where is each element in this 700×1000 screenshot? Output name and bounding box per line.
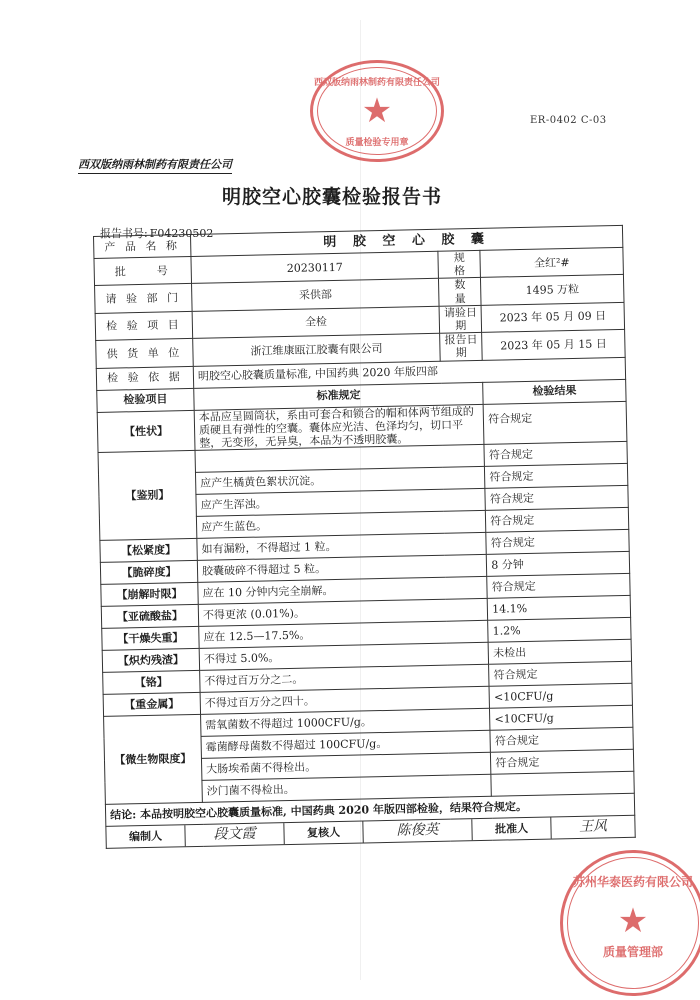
spec-label: 规 格: [438, 250, 481, 278]
product-name-label: 产 品 名 称: [94, 234, 191, 258]
test-result: 1.2%: [488, 617, 631, 642]
basis-value: 明胶空心胶囊质量标准, 中国药典 2020 年版四部: [193, 357, 625, 388]
request-date-value: 2023 年 05 月 09 日: [481, 302, 624, 332]
product-name-value: 明 胶 空 心 胶 囊: [190, 225, 622, 256]
test-result: 符合规定: [491, 749, 634, 774]
approver-signature: 王风: [578, 818, 608, 836]
approver-label: 批准人: [472, 818, 551, 841]
dept-value: 采供部: [192, 279, 440, 312]
test-result: 符合规定: [485, 463, 628, 488]
test-standard: 霉菌酵母菌数不得超过 100CFU/g。: [201, 730, 491, 758]
seal-company-text: 西双版纳雨林制药有限责任公司: [313, 78, 440, 88]
inspection-report-table: [93, 225, 636, 849]
batch-label: 批 号: [94, 256, 192, 285]
supplier-label: 供 货 单 位: [96, 339, 194, 368]
test-standard: 应在 12.5—17.5%。: [199, 620, 489, 648]
test-standard: 应产生橘黄色絮状沉淀。: [195, 466, 485, 494]
test-name: 【干燥失重】: [102, 626, 199, 650]
test-standard: 大肠埃希菌不得检出。: [201, 752, 491, 780]
test-standard: 如有漏粉，不得超过 1 粒。: [197, 532, 487, 560]
report-number-value: F04230502: [149, 227, 214, 240]
test-standard: 不得过百万分之四十。: [200, 686, 490, 714]
test-result: 符合规定: [484, 441, 627, 466]
quantity-value: 1495 万粒: [481, 275, 624, 305]
supplier-value: 浙江维康瓯江胶囊有限公司: [193, 333, 441, 366]
test-result: 符合规定: [490, 727, 633, 752]
test-standard: 不得更浓 (0.01%)。: [198, 598, 488, 626]
item-value: 全检: [192, 306, 440, 339]
reviewer-signature: 陈俊英: [363, 819, 472, 842]
test-standard: 胶囊破碎不得超过 5 粒。: [197, 554, 487, 582]
document-code: ER-0402 C-03: [530, 115, 607, 126]
test-result: <10CFU/g: [490, 705, 633, 730]
test-result: <10CFU/g: [489, 683, 632, 708]
test-result: 符合规定: [489, 661, 632, 686]
report-date-value: 2023 年 05 月 15 日: [482, 330, 625, 360]
test-standard: 不得过 5.0%。: [199, 642, 489, 670]
quality-seal-stamp: [560, 850, 700, 996]
seal-purpose-text: 质量检验专用章: [345, 138, 409, 148]
test-name: 【重金属】: [103, 692, 200, 716]
star-icon: ★: [361, 91, 393, 131]
item-label: 检 验 项 目: [95, 311, 193, 340]
seal-dept-text: 质量管理部: [602, 945, 663, 959]
test-name: 【崩解时限】: [101, 582, 198, 606]
test-standard: 沙门菌不得检出。: [202, 774, 492, 802]
col-header-item: 检验项目: [97, 388, 194, 412]
test-standard: 应产生蓝色。: [196, 510, 486, 538]
star-icon: ★: [617, 901, 649, 941]
seal-company-text: 苏州华泰医药有限公司: [572, 875, 693, 889]
test-name: 【微生物限度】: [104, 714, 203, 804]
test-standard: 应在 10 分钟内完全崩解。: [198, 576, 488, 604]
spec-value: 全红²#: [480, 247, 623, 277]
report-title: 明胶空心胶囊检验报告书: [222, 186, 443, 208]
reviewer-label: 复核人: [284, 822, 363, 845]
report-date-label: 报告日期: [440, 333, 483, 361]
report-number-label: 报告书号:: [100, 227, 148, 240]
company-name: 西双版纳雨林制药有限责任公司: [78, 156, 232, 174]
test-result: 14.1%: [487, 595, 630, 620]
test-standard: 应产生浑浊。: [196, 488, 486, 516]
conclusion: 结论: 本品按明胶空心胶囊质量标准, 中国药典 2020 年版四部检验，结果符合规定。: [105, 793, 634, 826]
test-result: 符合规定: [486, 507, 629, 532]
test-name: 【炽灼残渣】: [102, 648, 199, 672]
request-date-label: 请验日期: [439, 305, 482, 333]
dept-label: 请 验 部 门: [95, 284, 193, 313]
inspection-seal-stamp: [310, 60, 444, 162]
col-header-result: 检验结果: [483, 379, 626, 404]
test-name: 【亚硫酸盐】: [101, 604, 198, 628]
test-result: 8 分钟: [487, 551, 630, 576]
test-standard: 需氧菌数不得超过 1000CFU/g。: [201, 708, 491, 736]
batch-value: 20230117: [191, 251, 439, 284]
compiler-signature: 段文霞: [185, 823, 284, 846]
test-standard: 本品应呈圆筒状，系由可套合和锁合的帽和体两节组成的质硬且有弹性的空囊。囊体应光洁、色泽均匀，切口平整，无变形，无异臭，本品为不透明胶囊。: [194, 404, 484, 451]
test-result: [491, 771, 634, 796]
test-name: 【松紧度】: [100, 538, 197, 562]
test-result: 符合规定: [483, 401, 627, 445]
test-result: 符合规定: [486, 529, 629, 554]
test-result: 未检出: [488, 639, 631, 664]
test-standard: 不得过百万分之二。: [200, 664, 490, 692]
basis-label: 检 验 依 据: [96, 366, 193, 390]
quantity-label: 数 量: [439, 278, 482, 306]
test-name: 【性状】: [97, 410, 195, 453]
test-name: 【铬】: [103, 670, 200, 694]
compiler-label: 编制人: [106, 825, 185, 848]
col-header-standard: 标准规定: [194, 382, 484, 410]
test-name: 【鉴别】: [98, 450, 197, 540]
test-name: 【脆碎度】: [100, 560, 197, 584]
test-result: 符合规定: [487, 573, 630, 598]
test-result: 符合规定: [485, 485, 628, 510]
